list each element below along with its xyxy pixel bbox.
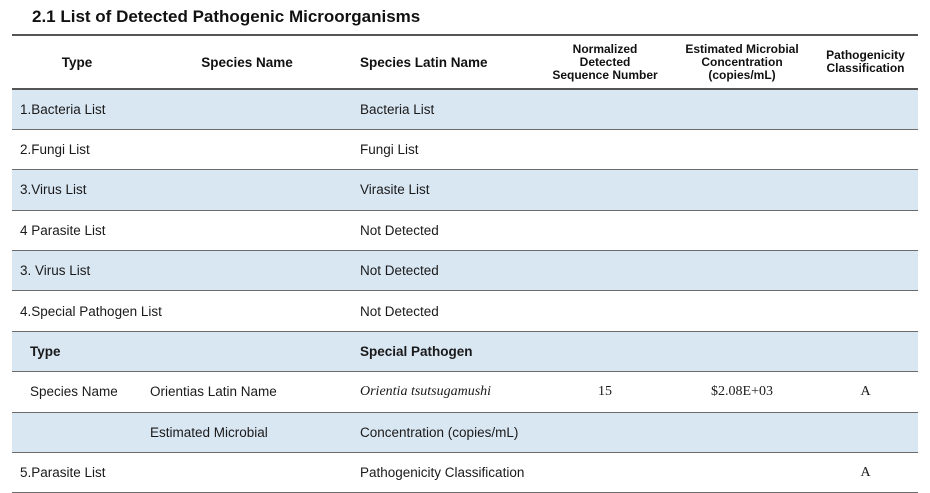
cell-conc	[671, 89, 813, 129]
header-normalized-sequence	[539, 35, 671, 89]
cell-latin: Fungi List	[352, 129, 539, 169]
subheader-type: Type	[12, 331, 142, 371]
cell-class	[813, 210, 918, 250]
cell-class	[813, 89, 918, 129]
header-estimated-line3: (copies/mL)	[708, 67, 776, 82]
header-species-name: Species Name	[142, 35, 352, 89]
cell-type: 3.Virus List	[12, 170, 142, 210]
cell-type: 1.Bacteria List	[12, 89, 142, 129]
cell-latin: Bacteria List	[352, 89, 539, 129]
cell-conc	[671, 251, 813, 291]
table-row	[12, 453, 918, 493]
cell-species	[142, 129, 352, 169]
cell-type: 4.Special Pathogen List	[12, 291, 142, 331]
cell-seq	[539, 331, 671, 371]
header-latin-name: Species Latin Name	[352, 35, 539, 89]
table-row	[12, 210, 918, 250]
cell-conc	[671, 453, 813, 493]
table-row	[12, 291, 918, 331]
cell-seq	[539, 251, 671, 291]
header-patho-line2: Classification	[826, 61, 905, 75]
cell-seq: 15	[539, 372, 671, 412]
cell-type: Species Name	[12, 372, 142, 412]
subheader-special-pathogen: Special Pathogen	[352, 331, 539, 371]
cell-species	[142, 170, 352, 210]
cell-conc	[671, 170, 813, 210]
cell-conc	[671, 412, 813, 452]
cell-seq	[539, 89, 671, 129]
cell-species: Estimated Microbial	[142, 412, 352, 452]
header-estimated-concentration	[671, 35, 813, 89]
cell-class: A	[813, 372, 918, 412]
table-row	[12, 412, 918, 452]
cell-latin: Not Detected	[352, 210, 539, 250]
cell-species: Orientias Latin Name	[142, 372, 352, 412]
cell-latin: Not Detected	[352, 291, 539, 331]
cell-seq	[539, 170, 671, 210]
cell-conc: $2.08E+03	[671, 372, 813, 412]
header-pathogenicity	[813, 35, 918, 89]
cell-class: A	[813, 453, 918, 493]
header-patho-line1: Pathogenicity	[826, 48, 905, 62]
table-row	[12, 372, 918, 412]
cell-species	[142, 210, 352, 250]
cell-latin: Orientia tsutsugamushi	[352, 372, 539, 412]
table-row	[12, 251, 918, 291]
cell-seq	[539, 210, 671, 250]
cell-latin: Pathogenicity Classification	[352, 453, 539, 493]
cell-type: 4 Parasite List	[12, 210, 142, 250]
header-normalized-line1: Normalized	[572, 41, 638, 56]
cell-species	[142, 89, 352, 129]
cell-type: 5.Parasite List	[12, 453, 142, 493]
cell-conc	[671, 291, 813, 331]
cell-species	[142, 453, 352, 493]
cell-seq	[539, 412, 671, 452]
header-estimated-line1: Estimated Microbial	[685, 41, 799, 56]
cell-species	[142, 251, 352, 291]
section-title: 2.1 List of Detected Pathogenic Microorganisms	[32, 7, 421, 26]
table-header-row	[12, 35, 918, 89]
header-estimated-line2: Concentration	[701, 54, 783, 69]
table-row	[12, 89, 918, 129]
cell-class	[813, 412, 918, 452]
cell-type	[12, 412, 142, 452]
cell-latin: Concentration (copies/mL)	[352, 412, 539, 452]
cell-conc	[671, 210, 813, 250]
cell-seq	[539, 291, 671, 331]
header-normalized-line3: Sequence Number	[552, 67, 658, 82]
cell-latin: Virasite List	[352, 170, 539, 210]
cell-species	[142, 331, 352, 371]
table-row	[12, 170, 918, 210]
subheader-row	[12, 331, 918, 371]
cell-conc	[671, 331, 813, 371]
cell-type: 2.Fungi List	[12, 129, 142, 169]
cell-class	[813, 291, 918, 331]
cell-class	[813, 251, 918, 291]
pathogen-table	[12, 34, 918, 493]
cell-species	[142, 291, 352, 331]
cell-seq	[539, 453, 671, 493]
header-type: Type	[12, 35, 142, 89]
cell-conc	[671, 129, 813, 169]
cell-latin: Not Detected	[352, 251, 539, 291]
table-row	[12, 129, 918, 169]
cell-class	[813, 331, 918, 371]
cell-type: 3. Virus List	[12, 251, 142, 291]
cell-class	[813, 129, 918, 169]
header-normalized-line2: Detected	[579, 54, 631, 69]
cell-class	[813, 170, 918, 210]
cell-seq	[539, 129, 671, 169]
